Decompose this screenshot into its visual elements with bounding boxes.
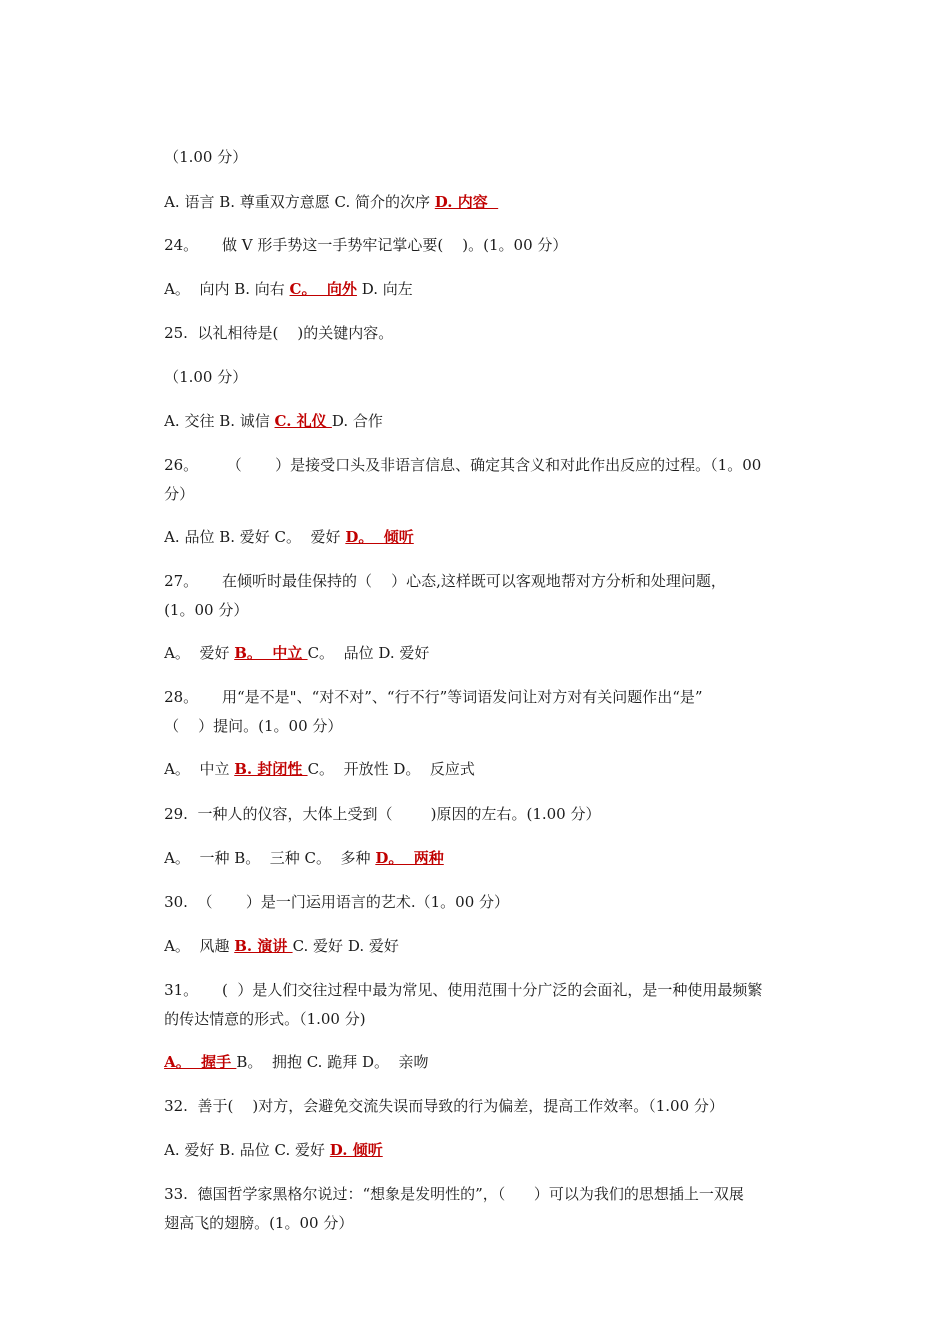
answer-highlight: B. 封闭性 bbox=[234, 760, 308, 778]
answer-highlight: D. 倾听 bbox=[329, 1141, 383, 1159]
text-segment: A. 爱好 B. 品位 C. 爱好 bbox=[164, 1141, 330, 1159]
text-segment: 28。 用“是不是"、“对不对”、“行不行”等词语发问让对方对有关问题作出“是” bbox=[164, 688, 703, 706]
text-segment: A。 一种 B。 三种 C。 多种 bbox=[164, 849, 376, 867]
text-segment: A. 语言 B. 尊重双方意愿 C. 简介的次序 bbox=[164, 193, 435, 211]
answer-highlight: C。 向外 bbox=[289, 280, 357, 298]
text-segment: 26。 （ ）是接受口头及非语言信息、确定其含义和对此作出反应的过程。（1。00 bbox=[164, 456, 762, 474]
answer-highlight: C. 礼仪 bbox=[274, 412, 332, 430]
text-segment: D. 合作 bbox=[331, 412, 383, 430]
text-segment: （1.00 分） bbox=[164, 148, 248, 166]
answer-highlight: D。 倾听 bbox=[345, 528, 414, 546]
text-segment: 翅高飞的翅膀。(1。00 分） bbox=[164, 1214, 354, 1232]
text-segment: A. 品位 B. 爱好 C。 爱好 bbox=[164, 528, 346, 546]
answer-highlight: D。 两种 bbox=[375, 849, 444, 867]
text-line bbox=[145, 1193, 353, 1253]
answer-highlight: A。 握手 bbox=[164, 1053, 237, 1071]
text-segment: A。 中立 bbox=[164, 760, 235, 778]
text-line bbox=[145, 435, 761, 495]
text-segment: 27。 在倾听时最佳保持的（ ）心态,这样既可以客观地帮对方分析和处理问题， bbox=[164, 572, 726, 590]
text-segment: 33. 德国哲学家黑格尔说过：“想象是发明性的”，（ ）可以为我们的思想插上一双展 bbox=[164, 1185, 744, 1203]
text-segment: A。 风趣 bbox=[164, 937, 235, 955]
text-segment: （1.00 分） bbox=[164, 368, 248, 386]
text-segment: C。 开放性 D。 反应式 bbox=[307, 760, 475, 778]
text-segment: 25. 以礼相待是( )的关键内容。 bbox=[164, 324, 394, 342]
answer-highlight: B。 中立 bbox=[234, 644, 308, 662]
answer-highlight: B. 演讲 bbox=[234, 937, 293, 955]
text-segment: A。 向内 B. 向右 bbox=[164, 280, 290, 298]
text-segment: C。 品位 D. 爱好 bbox=[307, 644, 430, 662]
text-segment: A. 交往 B. 诚信 bbox=[164, 412, 275, 430]
text-segment: （ ）提问。(1。00 分） bbox=[164, 717, 343, 735]
text-segment: 30. （ ）是一门运用语言的艺术.（1。00 分） bbox=[164, 893, 510, 911]
text-segment: D. 向左 bbox=[356, 280, 413, 298]
text-segment: B。 拥抱 C. 跪拜 D。 亲吻 bbox=[236, 1053, 429, 1071]
text-segment: A。 爱好 bbox=[164, 644, 235, 662]
text-segment: 32. 善于( )对方，会避免交流失误而导致的行为偏差，提高工作效率。（1.00 分） bbox=[164, 1097, 724, 1115]
text-segment: 分） bbox=[164, 485, 195, 503]
answer-highlight: D. 内容 bbox=[434, 193, 499, 211]
text-segment: (1。00 分） bbox=[164, 601, 249, 619]
text-segment: C. 爱好 D. 爱好 bbox=[292, 937, 399, 955]
text-segment: 29. 一种人的仪容，大体上受到（ )原因的左右。(1.00 分） bbox=[164, 805, 601, 823]
text-segment: 的传达情意的形式。（1.00 分) bbox=[164, 1010, 366, 1028]
text-segment: 24。 做 V 形手势这一手势牢记掌心要( )。(1。00 分） bbox=[164, 236, 568, 254]
text-segment: 31。 ( ）是人们交往过程中最为常见、使用范围十分广泛的会面礼，是一种使用最频繁 bbox=[164, 981, 763, 999]
